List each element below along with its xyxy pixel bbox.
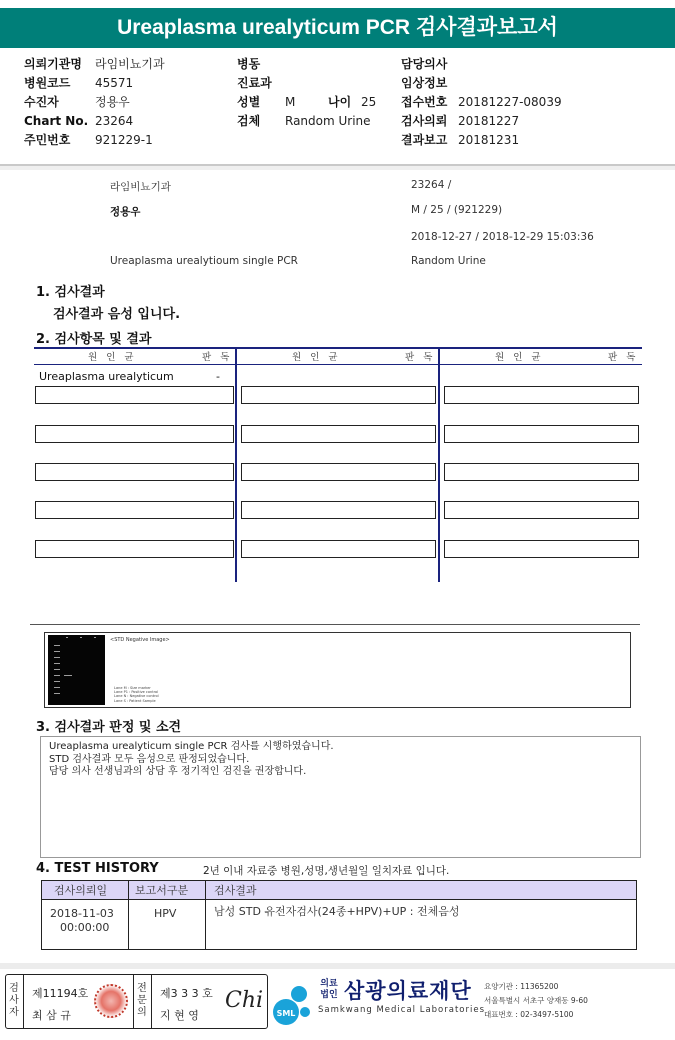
result-cell [241, 425, 436, 443]
header-value: 라임비뇨기과 [95, 57, 165, 71]
header-value: 정용우 [95, 95, 130, 109]
age-value: 25 [361, 95, 377, 109]
header-label: 결과보고 [401, 133, 448, 147]
sig-divider [133, 975, 134, 1028]
label-specialist [136, 983, 148, 1019]
header-value: 921229-1 [95, 133, 153, 147]
sml-logo-icon [272, 978, 312, 1026]
col-head-reading: 판 독 [405, 352, 436, 363]
history-table-header [42, 881, 636, 900]
result-cell [241, 540, 436, 558]
logo-prefix [318, 979, 340, 1001]
result-cell [35, 540, 234, 558]
institution-code: 요양기관 : 11365200 [484, 982, 559, 991]
history-col-divider [128, 881, 129, 949]
header-value: 20181231 [458, 133, 520, 147]
result-cell [35, 425, 234, 443]
result-table-header-line [34, 364, 642, 365]
examiner-name: 최 삼 규 [32, 1009, 71, 1022]
header-label: 성별 [237, 95, 261, 109]
sub-specimen: Random Urine [411, 255, 486, 267]
organism-name: Ureaplasma urealyticum [39, 370, 174, 383]
result-cell [444, 501, 639, 519]
sig-divider [23, 975, 24, 1028]
result-cell [35, 463, 234, 481]
result-cell [444, 425, 639, 443]
gel-legend-item: Lane M : Size marker [114, 686, 151, 690]
gel-legend [114, 686, 159, 703]
organism-result: - [216, 370, 220, 383]
header-value: M [285, 95, 296, 109]
history-col-divider [205, 881, 206, 949]
result-cell [444, 540, 639, 558]
institution-address: 서울특별시 서초구 양재동 9-60 [484, 996, 588, 1005]
history-col-date: 검사의뢰일 [54, 884, 108, 897]
section2-heading: 2. 검사항목 및 결과 [36, 332, 152, 347]
col-head-organism: 원 인 균 [292, 352, 341, 363]
divider-shade [0, 166, 675, 170]
gel-legend-item: Lane S : Patient Sample [114, 698, 156, 703]
header-label: 병동 [237, 57, 261, 71]
gel-electrophoresis-image [48, 635, 105, 705]
label-char: 전 [137, 983, 147, 994]
header-label: 수진자 [24, 95, 59, 109]
header-value: 23264 [95, 114, 134, 128]
header-col3 [401, 55, 601, 150]
table-divider [235, 347, 237, 582]
specialist-license: 제3 3 3 호 [160, 987, 213, 1000]
specialist-name: 지 현 영 [160, 1009, 199, 1022]
sig-divider [151, 975, 152, 1028]
examiner-license: 제11194호 [32, 987, 89, 1000]
header-col2 [237, 55, 397, 131]
section4-heading: 4. TEST HISTORY [36, 861, 159, 876]
header-label: 임상정보 [401, 76, 448, 90]
label-char: 검 [9, 983, 19, 994]
opinion-box [40, 736, 641, 858]
label-char: 문 [137, 995, 147, 1006]
header-col1 [24, 55, 214, 150]
specialist-signature: Chi [225, 988, 264, 1013]
label-examiner [8, 983, 20, 1019]
result-cell [35, 501, 234, 519]
col-head-organism: 원 인 균 [495, 352, 544, 363]
header-label: 담당의사 [401, 57, 448, 71]
result-cell [241, 501, 436, 519]
header-label: 검체 [237, 114, 261, 128]
header-label: 진료과 [237, 76, 272, 90]
header-value: 20181227 [458, 114, 520, 128]
result-cell [444, 463, 639, 481]
table-divider [438, 347, 440, 582]
sub-clinic: 라임비뇨기과 [110, 181, 171, 193]
header-label: Chart No. [24, 114, 89, 128]
section3-heading: 3. 검사결과 판정 및 소견 [36, 720, 182, 735]
section1-heading: 1. 검사결과 [36, 285, 105, 300]
history-col-result: 검사결과 [214, 884, 257, 897]
header-label: 접수번호 [401, 95, 448, 109]
header-value: Random Urine [285, 114, 371, 128]
age-label: 나이 [328, 95, 352, 109]
header-label: 병원코드 [24, 76, 71, 90]
col-head-reading: 판 독 [202, 352, 233, 363]
label-char: 의 [137, 1007, 147, 1018]
logo-prefix-line: 법인 [320, 990, 338, 1000]
header-value: 20181227-08039 [458, 95, 562, 109]
label-char: 사 [9, 995, 19, 1006]
gel-divider [30, 624, 640, 625]
result-cell [35, 386, 234, 404]
result-cell [241, 386, 436, 404]
history-col-type: 보고서구분 [135, 884, 189, 897]
institution-phone: 대표번호 : 02-3497-5100 [484, 1010, 574, 1019]
result-cell [444, 386, 639, 404]
gel-legend-item: Lane N : Negative control [114, 694, 159, 699]
sub-patient: 정용우 [110, 206, 141, 218]
logo-badge-text: SML [276, 1009, 296, 1018]
sub-test-name: Ureaplasma urealytioum single PCR [110, 255, 298, 267]
footer-divider [0, 963, 675, 969]
header-label: 의뢰기관명 [24, 57, 82, 71]
sub-sex-age: M / 25 / (921229) [411, 204, 503, 216]
opinion-line: Ureaplasma urealyticum single PCR 검사를 시행하였습니다. [49, 741, 334, 752]
history-note: 2년 이내 자료중 병원,성명,생년월일 일치자료 입니다. [203, 865, 450, 877]
history-type: HPV [154, 907, 177, 920]
gel-legend-item: Lane P1 : Positive control [114, 690, 159, 695]
header-label: 주민번호 [24, 133, 71, 147]
logo-prefix-line: 의료 [320, 979, 338, 989]
label-char: 자 [9, 1007, 19, 1018]
col-head-reading: 판 독 [608, 352, 639, 363]
sub-dates: 2018-12-27 / 2018-12-29 15:03:36 [411, 231, 594, 243]
opinion-line: STD 검사결과 모두 음성으로 판정되었습니다. [49, 753, 250, 765]
sub-chart: 23264 / [411, 179, 452, 191]
logo-english-name: Samkwang Medical Laboratories [318, 1005, 486, 1015]
header-label: 검사의뢰 [401, 114, 448, 128]
opinion-line: 담당 의사 선생님과의 상담 후 정기적인 검진을 권장합니다. [49, 766, 307, 777]
history-result: 남성 STD 유전자검사(24종+HPV)+UP : 전체음성 [214, 905, 460, 918]
gel-caption: <STD Negative Image> [110, 637, 170, 643]
col-head-organism: 원 인 균 [88, 352, 137, 363]
history-date: 2018-11-03 [50, 907, 114, 920]
history-time: 00:00:00 [60, 921, 110, 934]
history-table [41, 880, 637, 950]
logo-name: 삼광의료재단 [344, 979, 472, 1003]
section1-result: 검사결과 음성 입니다. [53, 307, 181, 322]
header-value: 45571 [95, 76, 134, 90]
result-cell [241, 463, 436, 481]
report-title: Ureaplasma urealyticum PCR 검사결과보고서 [0, 8, 675, 48]
examiner-seal-stamp [94, 984, 128, 1018]
